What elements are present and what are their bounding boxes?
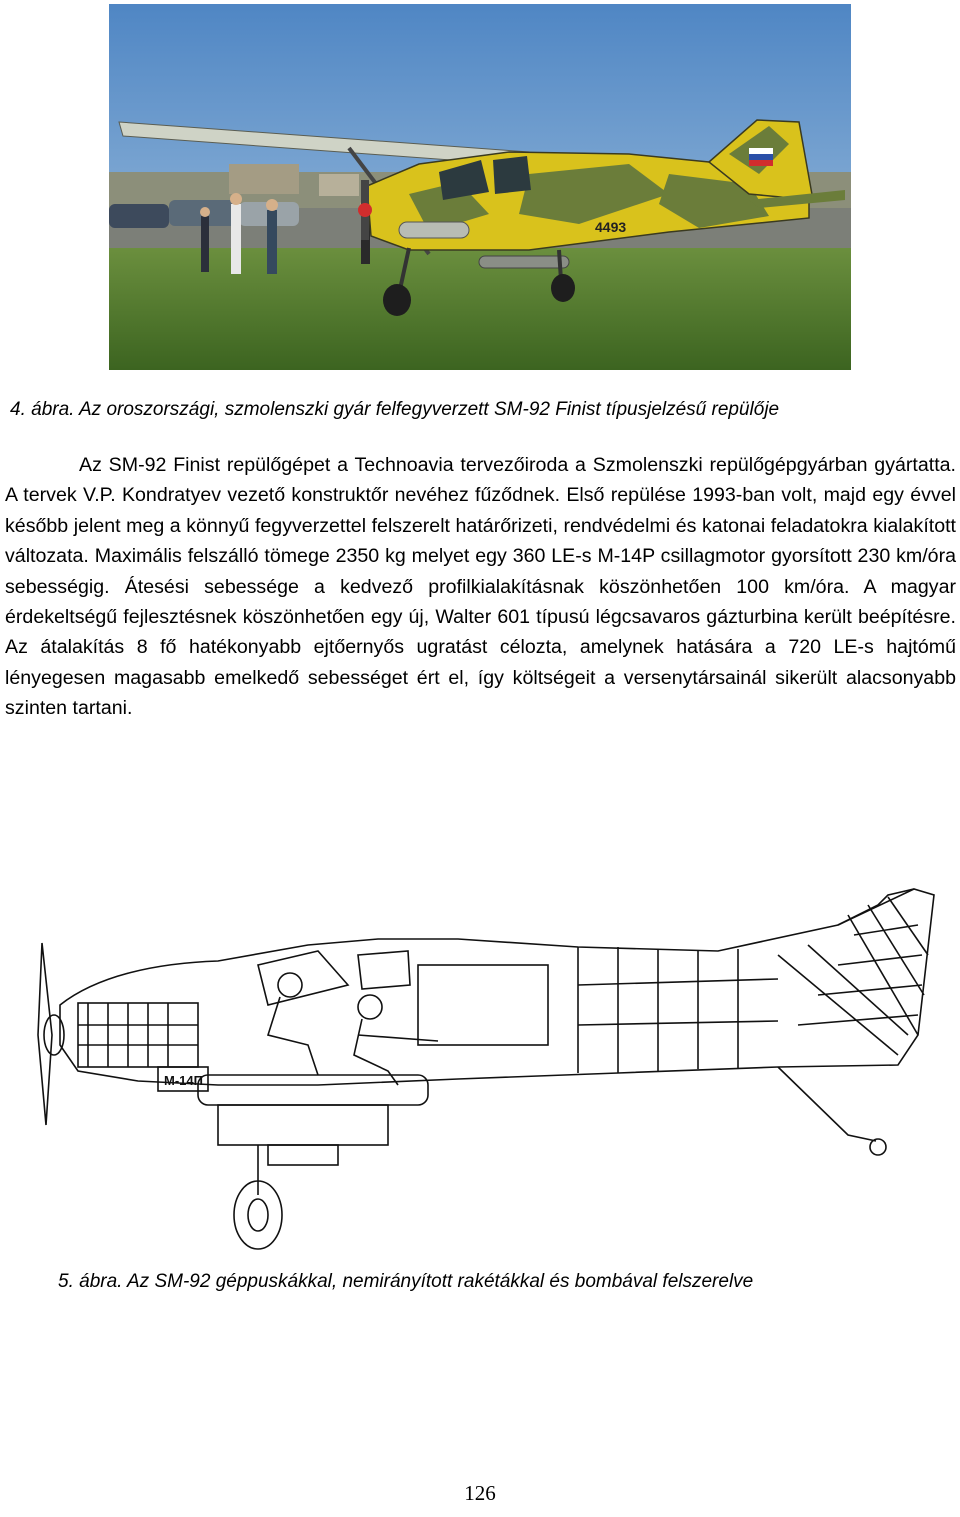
body-paragraph	[5, 450, 956, 724]
figure-4-caption: 4. ábra. Az oroszországi, szmolenszki gyár felfegyverzett SM-92 Finist típusjelzésű repülője	[10, 399, 780, 420]
engine-label: M-14П	[164, 1073, 203, 1088]
body-paragraph-text: Az SM-92 Finist repülőgépet a Technoavia tervezőiroda a Szmolenszki repülőgépgyárban gyártatta. A tervek V.P. Kondratyev vezető konstruktőr nevéhez fűződnek. Első repülése 1993-ban volt, majd egy évvel később jelent meg a könnyű fegyverzettel felszerelt határőrizeti, rendvédelmi és katonai feladatokra kialakított változata. Maximális felszálló tömege 2350 kg melyet egy 360 LE-s M-14P csillagmotor gyorsított 230 km/óra sebességig. Átesési sebessége a kedvező profilkialakításnak köszönhetően 100 km/óra. A magyar érdekeltségű fejlesztésnek köszönhetően egy új, Walter 601 típusú légcsavaros gázturbina került beépítésre. Az átalakítás 8 fő hatékonyabb ejtőernyős ugratást célozta, amelynek hatására a 720 LE-s hajtómű lényegesen magasabb emelkedő sebességet ért el, így költségeit a versenytársainál sikerült alacsonyabb szinten tartani.	[5, 454, 956, 720]
tail-number: 4493	[595, 219, 627, 235]
page-number: 126	[464, 1481, 496, 1505]
aircraft-photo	[109, 4, 851, 370]
cutaway-line-drawing	[18, 835, 942, 1255]
aircraft-cutaway-drawing	[18, 835, 942, 1255]
figure-5-caption: 5. ábra. Az SM-92 géppuskákkal, nemirányított rakétákkal és bombával felszerelve	[58, 1271, 754, 1292]
aircraft-photo-illustration	[109, 4, 851, 370]
